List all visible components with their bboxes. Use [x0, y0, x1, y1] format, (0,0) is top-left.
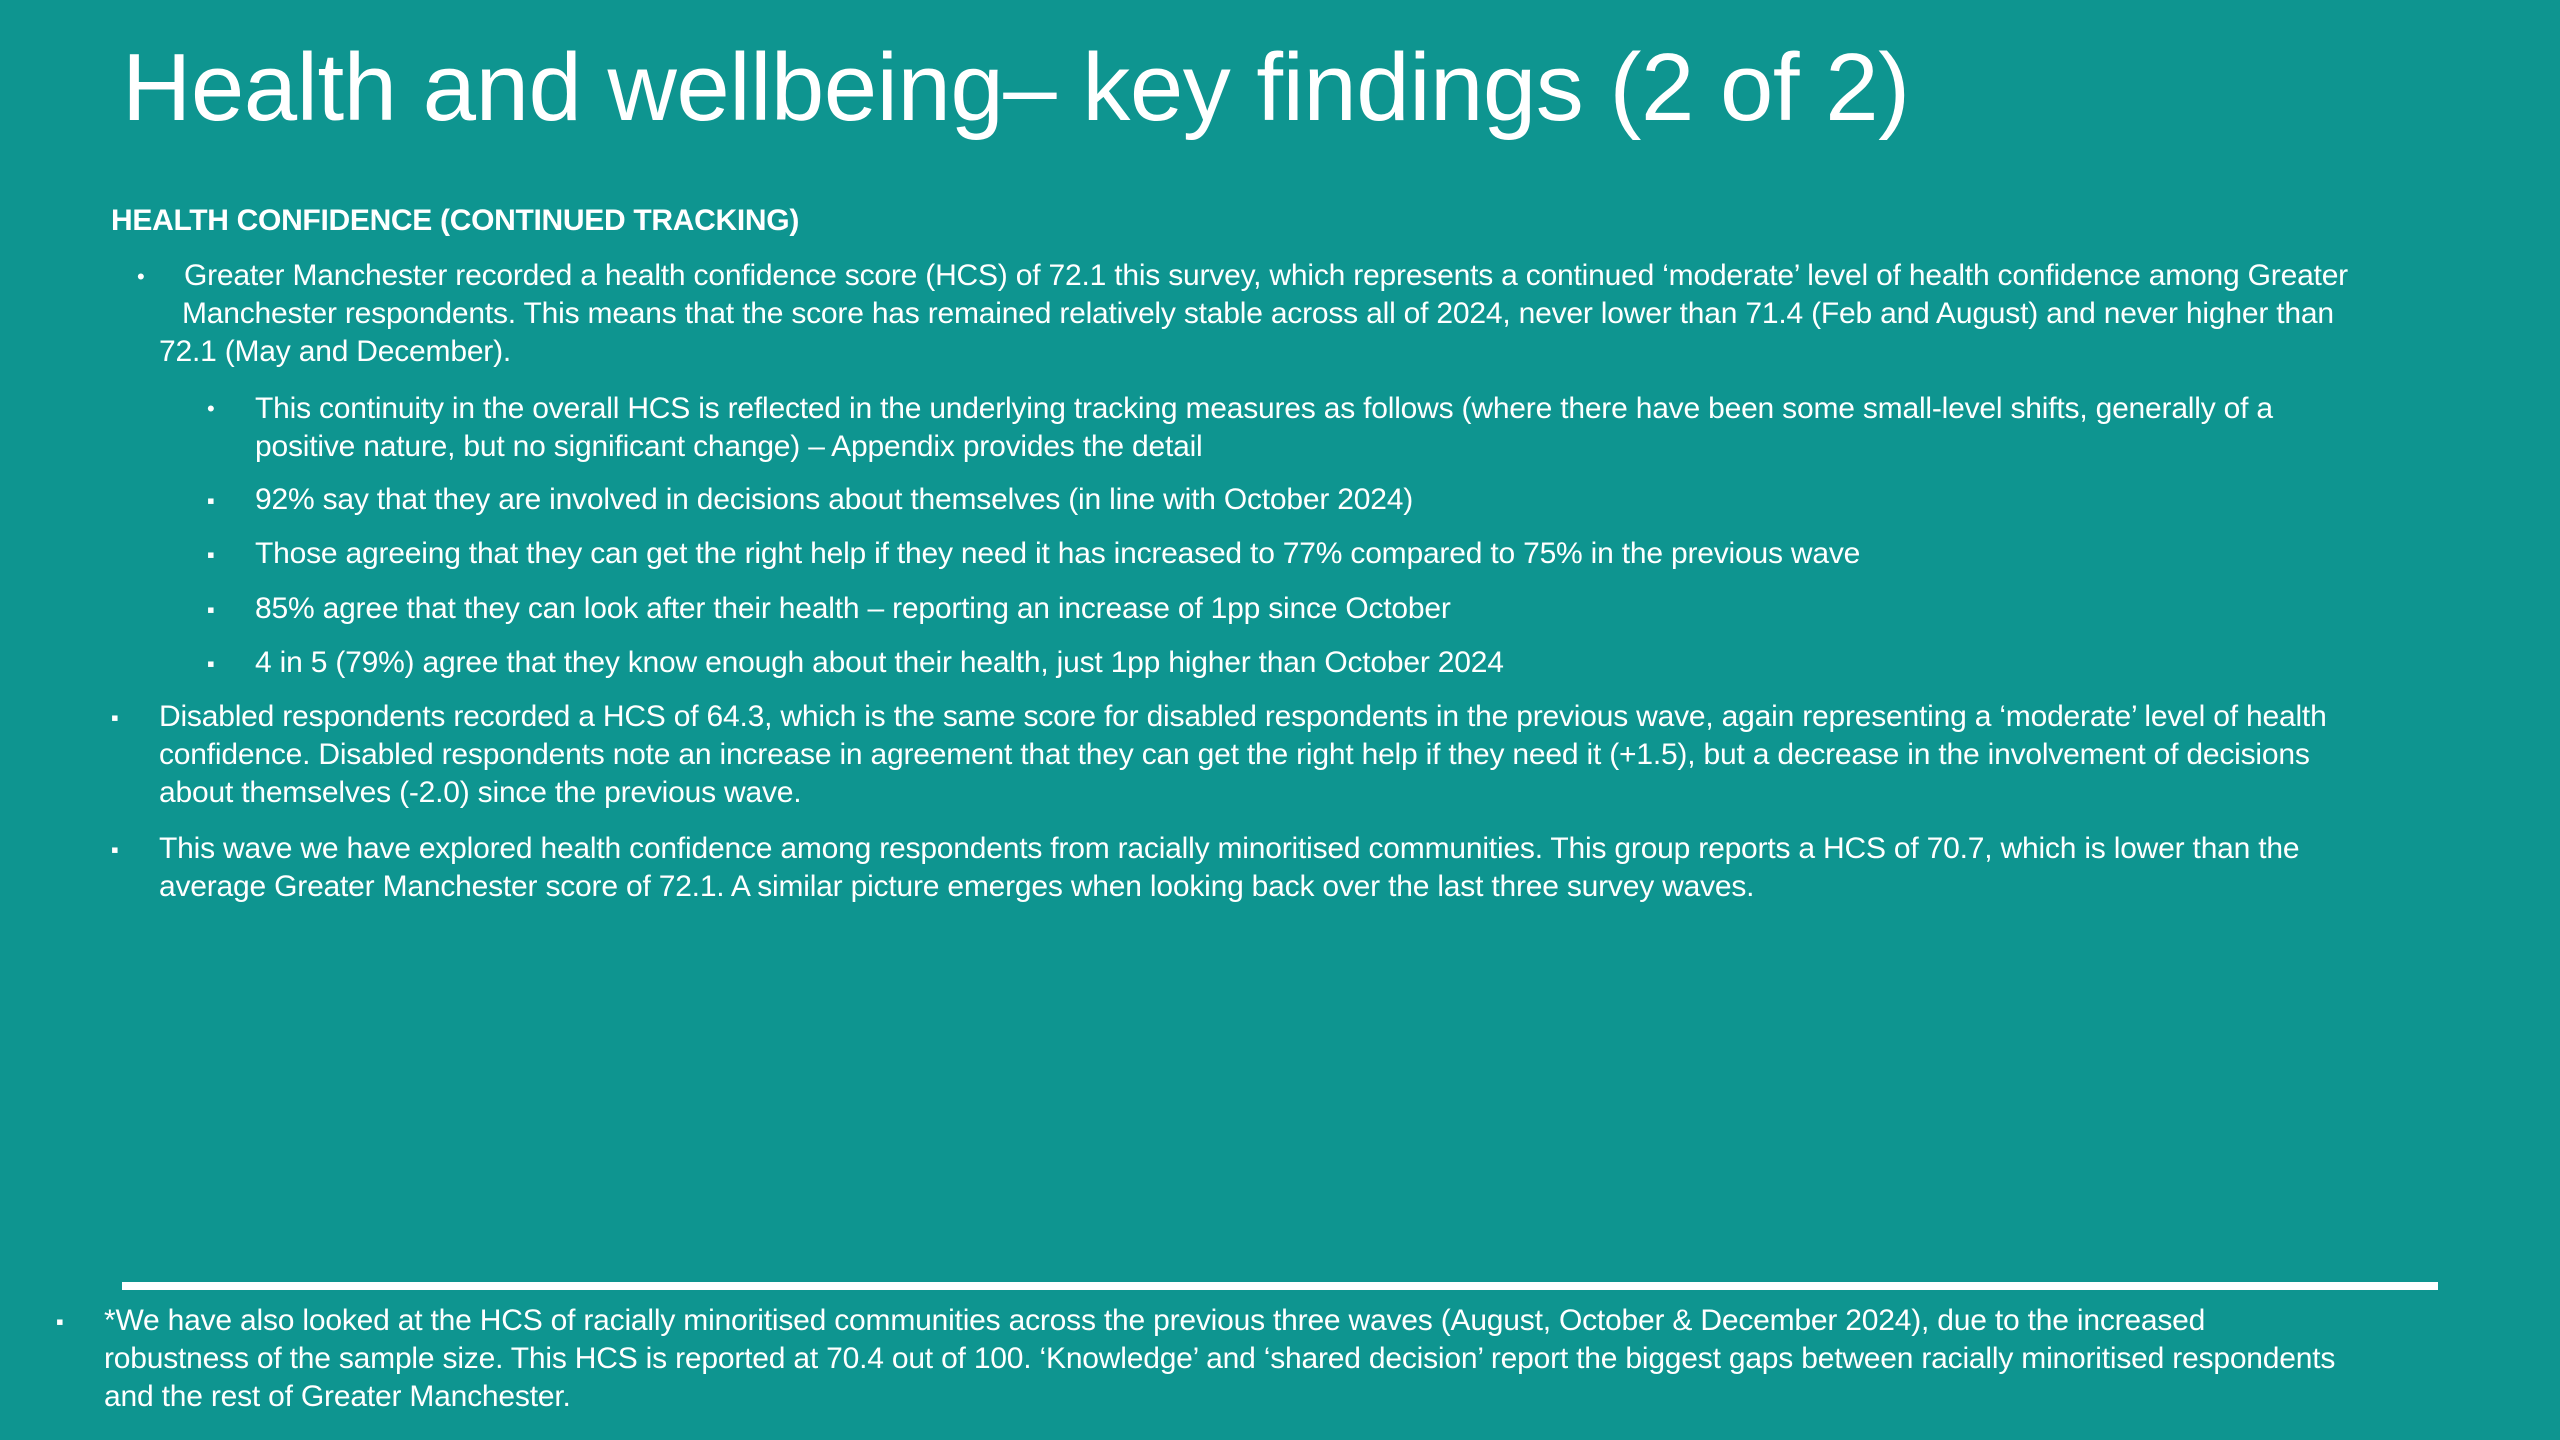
finding-continuity-line2: positive nature, but no significant change) – Appendix provides the detail: [255, 430, 1203, 463]
finding-gm-hcs-line1: Greater Manchester recorded a health confidence score (HCS) of 72.1 this survey, which represents a continued ‘moderate’ level of health confidence among Greater: [184, 259, 2348, 292]
finding-gm-hcs-line2: Manchester respondents. This means that the score has remained relatively stable across all of 2024, never lower than 71.4 (Feb and August) and never higher than: [182, 297, 2334, 330]
finding-involved-decisions: 92% say that they are involved in decisions about themselves (in line with October 2024): [255, 483, 1414, 516]
finding-look-after-health: 85% agree that they can look after their health – reporting an increase of 1pp since October: [255, 592, 1451, 625]
slide-title: Health and wellbeing– key findings (2 of 2): [122, 34, 1910, 141]
bullet-square-icon: ▪: [207, 542, 215, 567]
bullet-square-icon: ▪: [56, 1309, 64, 1334]
finding-disabled-line1: Disabled respondents recorded a HCS of 64.3, which is the same score for disabled respondents in the previous wave, again representing a ‘moderate’ level of health: [159, 700, 2327, 733]
finding-minoritised-line2: average Greater Manchester score of 72.1. A similar picture emerges when looking back over the last three survey waves.: [159, 870, 1755, 903]
bullet-square-icon: ▪: [207, 488, 215, 513]
bullet-square-icon: ▪: [207, 651, 215, 676]
finding-disabled-line3: about themselves (-2.0) since the previous wave.: [159, 776, 802, 809]
finding-right-help: Those agreeing that they can get the right help if they need it has increased to 77% compared to 75% in the previous wave: [255, 537, 1861, 570]
section-heading: HEALTH CONFIDENCE (CONTINUED TRACKING): [111, 204, 800, 237]
footnote-divider: [122, 1282, 2438, 1290]
bullet-dot-icon: •: [207, 396, 215, 421]
footnote-line2: robustness of the sample size. This HCS is reported at 70.4 out of 100. ‘Knowledge’ and ‘shared decision’ report the biggest gaps between racially minoritised respondents: [104, 1342, 2336, 1375]
bullet-square-icon: ▪: [111, 837, 119, 862]
footnote-line3: and the rest of Greater Manchester.: [104, 1380, 571, 1413]
finding-minoritised-line1: This wave we have explored health confidence among respondents from racially minoritised communities. This group reports a HCS of 70.7, which is lower than the: [159, 832, 2300, 865]
footnote-line1: *We have also looked at the HCS of racially minoritised communities across the previous three waves (August, October & December 2024), due to the increased: [104, 1304, 2206, 1337]
finding-disabled-line2: confidence. Disabled respondents note an increase in agreement that they can get the right help if they need it (+1.5), but a decrease in the involvement of decisions: [159, 738, 2310, 771]
finding-gm-hcs-line3: 72.1 (May and December).: [159, 335, 512, 368]
finding-continuity-line1: This continuity in the overall HCS is reflected in the underlying tracking measures as follows (where there have been some small-level shifts, generally of a: [255, 392, 2273, 425]
bullet-dot-icon: •: [137, 264, 145, 289]
bullet-square-icon: ▪: [207, 597, 215, 622]
bullet-square-icon: ▪: [111, 705, 119, 730]
finding-know-enough: 4 in 5 (79%) agree that they know enough about their health, just 1pp higher than October 2024: [255, 646, 1504, 679]
